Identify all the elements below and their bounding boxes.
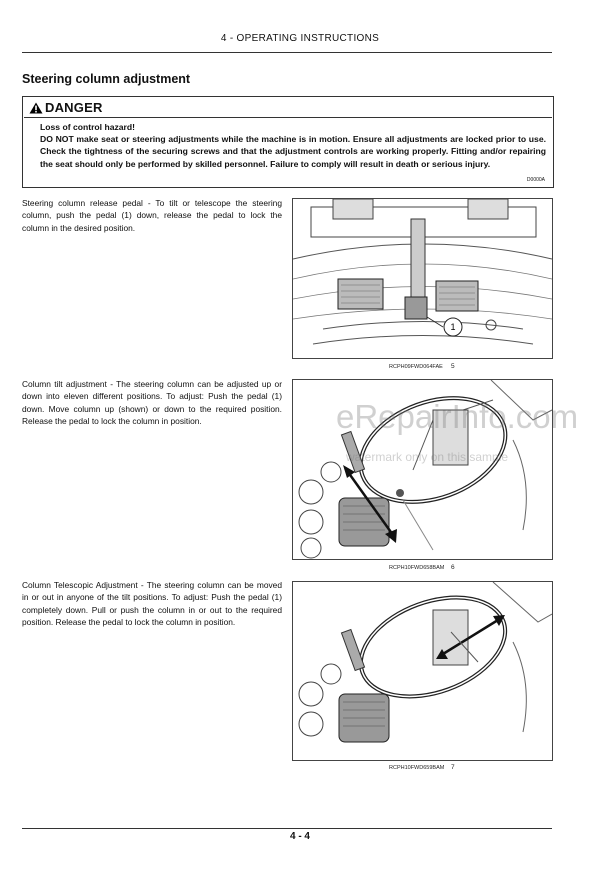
danger-line-instructions: DO NOT make seat or steering adjustments while the machine is in motion. Ensure all adjustments are locked prior to use. Check the tightness of the securing screws and that the adjustment controls are working properly. Fitting and/or repairing the seat should only be performed by skilled personnel. Failure to comply will result in death or serious injury.	[40, 134, 546, 169]
figure-number: 6	[451, 564, 455, 571]
danger-divider	[24, 117, 552, 118]
danger-code: D0000A	[526, 177, 545, 183]
danger-heading	[29, 100, 103, 115]
paragraph-text: - To tilt or telescope the steering column, push the pedal (1) down, release the pedal to lock the column in the desired position.	[22, 198, 282, 233]
danger-text	[40, 121, 546, 170]
footer-rule	[22, 828, 552, 829]
figure-callout-1: 1	[450, 322, 456, 332]
figure-caption: RCPH10FWD658BAM	[389, 565, 445, 571]
paragraph-tilt	[22, 378, 282, 428]
header-rule	[22, 52, 552, 53]
danger-line-hazard: Loss of control hazard!	[40, 122, 136, 132]
watermark-subtext: watermark only on this sample	[346, 450, 509, 464]
paragraph-title: Column tilt adjustment	[22, 379, 107, 389]
danger-box	[22, 96, 554, 188]
paragraph-telescopic	[22, 579, 282, 629]
paragraph-text: - The steering column can be moved in or out in anyone of the tilt positions. To adjust: Push the pedal (1) completely down. Pull or push the column in or out to the required position. Release the pedal to lock the column in position.	[22, 580, 282, 628]
paragraph-title: Steering column release pedal	[22, 198, 143, 208]
figure-number: 7	[451, 764, 455, 771]
running-header: 4 - OPERATING INSTRUCTIONS	[220, 33, 380, 44]
warning-triangle-icon	[29, 102, 43, 114]
figure-caption: RCPH10FWD659BAM	[389, 765, 445, 771]
figure-caption: RCPH09FWD064FAE	[389, 364, 443, 370]
figure-telescopic	[292, 581, 553, 761]
section-title: Steering column adjustment	[22, 72, 191, 86]
figure-pedals	[292, 198, 553, 359]
paragraph-text: - The steering column can be adjusted up or down into eleven different positions. To adjust: Push the pedal (1) down. Move column up (shown) or down to the required position. Release the pedal to lock the column in position.	[22, 379, 282, 427]
figure-number: 5	[451, 363, 455, 370]
page-number: 4 - 4	[289, 831, 310, 842]
pedals-illustration	[293, 199, 552, 358]
watermark-text: eRepairInfo.com	[336, 398, 579, 435]
danger-label: DANGER	[45, 100, 103, 115]
telescopic-illustration	[293, 582, 552, 760]
paragraph-title: Column Telescopic Adjustment	[22, 580, 138, 590]
paragraph-release-pedal	[22, 197, 282, 234]
